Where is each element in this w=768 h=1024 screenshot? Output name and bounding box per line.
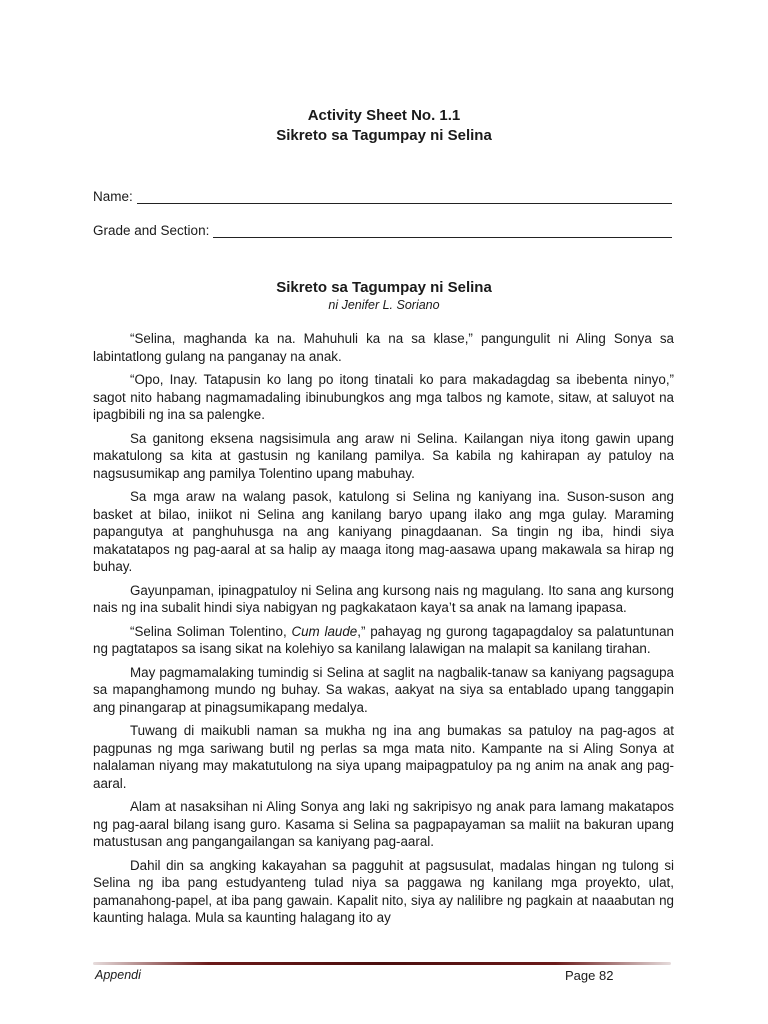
paragraph: Dahil din sa angking kakayahan sa pagguhit at pagsusulat, madalas hingan ng tulong si Selina ng iba pang estudyanteng tulad niya sa paggawa ng kanilang mga proyekto, ulat, pamanahong-papel, at iba pang gawain. Kapalit nito, siya ay nalilibre ng pagkain at naaabutan ng kaunting halaga. Mula sa kaunting halagang ito ay — [93, 857, 674, 925]
paragraph: Alam at nasaksihan ni Aling Sonya ang laki ng sakripisyo ng anak para lamang makatapos ng pag-aaral bilang isang guro. Kasama si Selina sa pagpapayaman sa maliit na bakuran upang matustusan ang pangangailangan sa kaniyang pag-aaral. — [93, 799, 674, 849]
grade-section-field[interactable] — [93, 220, 672, 238]
paragraph-graduation — [93, 623, 674, 658]
story-author: ni Jenifer L. Soriano — [328, 298, 440, 312]
footer-label: Appendi — [95, 968, 141, 982]
name-line[interactable] — [137, 190, 672, 204]
footer-divider — [93, 962, 671, 965]
name-label: Name: — [93, 189, 133, 204]
activity-subtitle: Sikreto sa Tagumpay ni Selina — [276, 127, 492, 144]
paragraph-text: “Selina Soliman Tolentino, — [130, 623, 292, 639]
story-body — [93, 330, 674, 933]
paragraph: Gayunpaman, ipinagpatuloy ni Selina ang kursong nais ng magulang. Ito sana ang kursong nais ng ina subalit hindi siya nabigyan ng pagkakataon kaya’t sa anak na lamang ipapasa. — [93, 582, 674, 615]
paragraph: “Selina, maghanda ka na. Mahuhuli ka na sa klase,” pangungulit ni Aling Sonya sa labintatlong gulang na panganay na anak. — [93, 331, 674, 364]
paragraph: Tuwang di maikubli naman sa mukha ng ina ang bumakas sa patuloy na pag-agos at pagpunas ng mga sariwang butil ng perlas sa mga mata nito. Kampante na si Aling Sonya at nalalaman niyang may makatutulong na siya upang maipagpatuloy pa ng anim na anak ang pag-aaral. — [93, 723, 674, 791]
name-field[interactable] — [93, 186, 672, 204]
page-number: Page 82 — [565, 968, 614, 983]
paragraph: May pagmamalaking tumindig si Selina at saglit na nagbalik-tanaw sa kaniyang pagsagupa sa mapanghamong mundo ng buhay. Sa wakas, aakyat na siya sa entablado upang tanggapin ang pinangarap at pinagsumikapang medalya. — [93, 664, 674, 715]
paragraph: Sa ganitong eksena nagsisimula ang araw ni Selina. Kailangan niya itong gawin upang makatulong sa kita at gastusin ng kanilang pamilya. Sa kabila ng kahirapan ay patuloy na nagsusumikap ang pamilya Tolentino upang mabuhay. — [93, 430, 674, 481]
grade-section-label: Grade and Section: — [93, 223, 210, 238]
paragraph: “Opo, Inay. Tatapusin ko lang po itong tinatali ko para makadagdag sa ibebenta ninyo,” sagot nito habang nagmamadaling ibinubungkos ang mga talbos ng kamote, sitaw, at saluyot na ipagbibili ng ina sa palengke. — [93, 372, 674, 422]
grade-section-line[interactable] — [213, 224, 672, 238]
activity-title: Activity Sheet No. 1.1 — [307, 107, 461, 124]
paragraph: Sa mga araw na walang pasok, katulong si Selina ng kaniyang ina. Suson-suson ang basket at bilao, iniikot ni Selina ang kanilang baryo upang ilako ang mga gulay. Maraming papangutya at panghuhusga na ang kaniyang pinagdaanan. Sa tingin ng iba, hindi siya makatatapos ng pag-aaral at sa halip ay maaga itong mag-aasawa upang makawala sa hirap ng buhay. — [93, 489, 674, 574]
story-title: Sikreto sa Tagumpay ni Selina — [276, 279, 492, 296]
paragraph-emphasis: Cum laude — [291, 623, 358, 639]
paragraph-text: ,” pahayag ng gurong tagapagdaloy sa palatuntunan ng pagtatapos sa isang sikat na kolehiyo sa kanilang lalawigan na malapit sa kanilang tirahan. — [93, 623, 674, 656]
